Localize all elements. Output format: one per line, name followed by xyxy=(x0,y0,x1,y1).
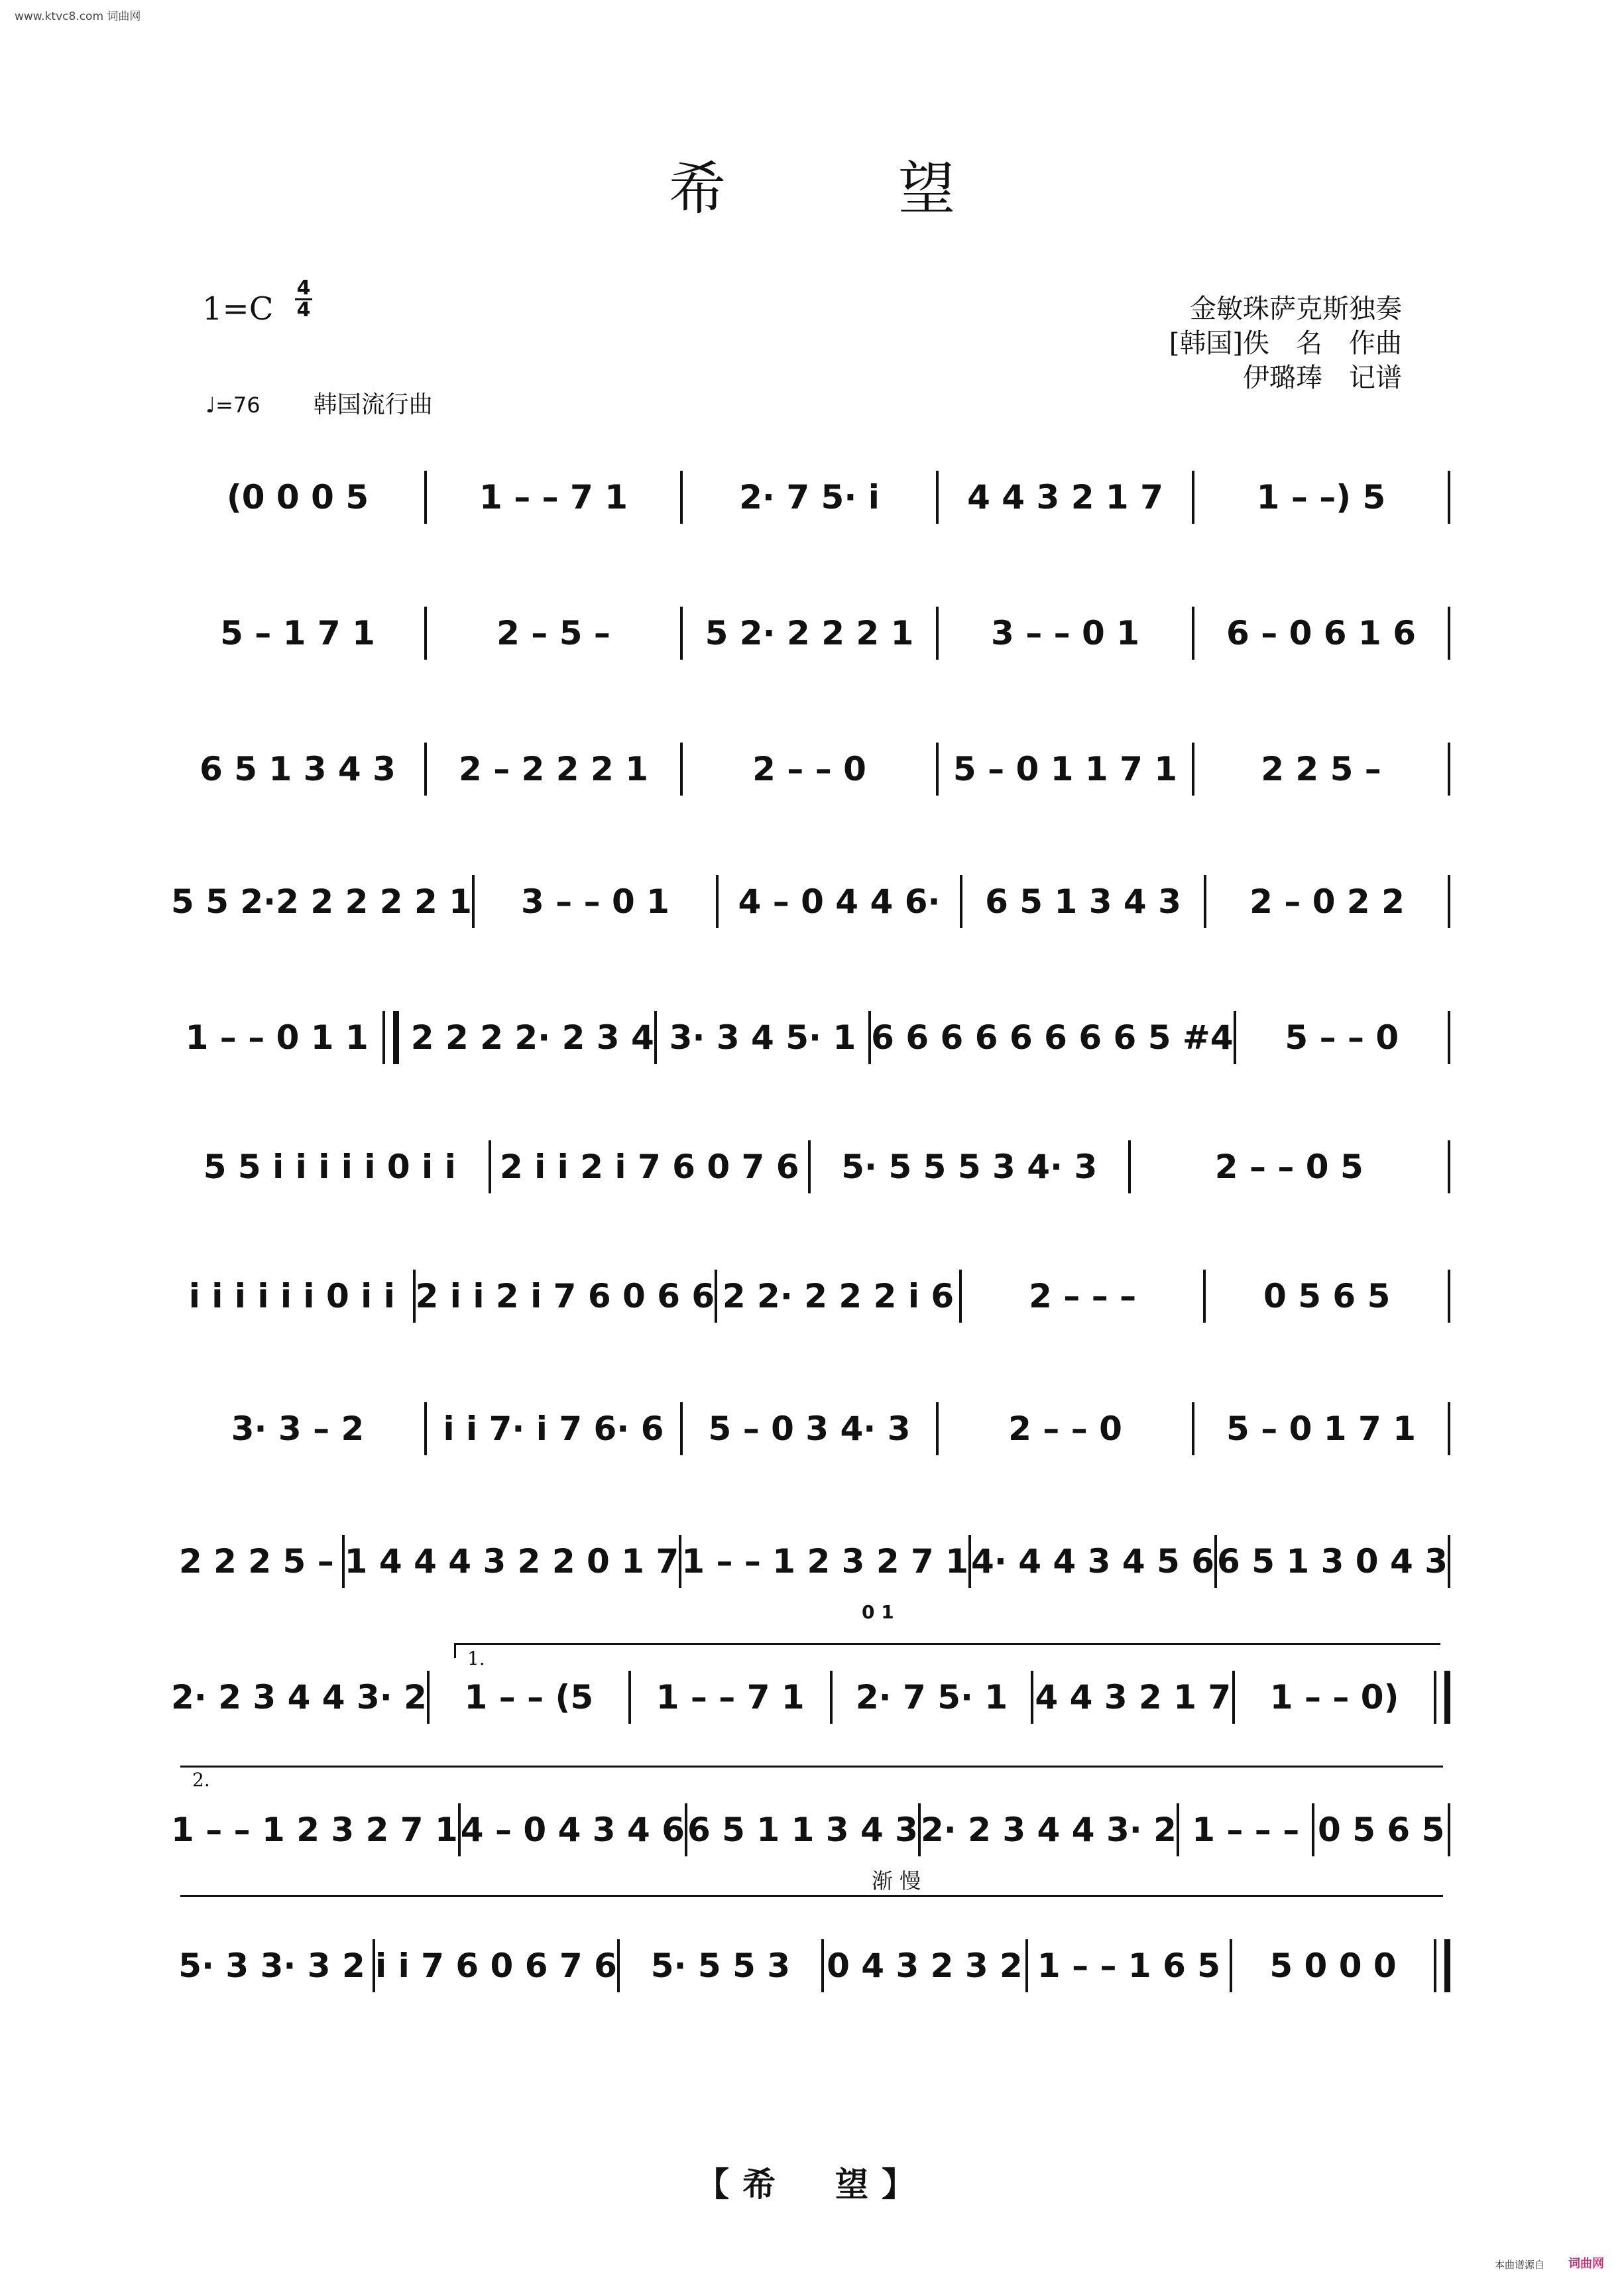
score-line-measures xyxy=(171,1270,1450,1323)
measure: 5· 5 5 3 xyxy=(650,1947,791,1985)
measure: 1 – – 7 1 xyxy=(656,1678,805,1716)
credit-transcriber: 伊璐琫 记谱 xyxy=(1243,363,1402,393)
score-line xyxy=(171,1657,1450,1730)
ending2-bracket xyxy=(180,1766,1443,1768)
measure: 2 – 5 – xyxy=(496,614,610,652)
score-line xyxy=(171,593,1450,666)
measure: 4 4 3 2 1 7 xyxy=(967,478,1163,516)
measure: (0 0 0 5 xyxy=(226,478,369,516)
measure: 6 5 1 1 3 4 3 xyxy=(687,1811,918,1849)
measure: 2· 7 5· i xyxy=(739,478,880,516)
measure: 2· 2 3 4 4 3· 2 xyxy=(920,1811,1177,1849)
measure: i i i i i i 0 i i xyxy=(188,1277,395,1315)
measure: 5 – 0 1 7 1 xyxy=(1226,1410,1416,1448)
score-line-measures xyxy=(171,875,1450,928)
measure: 4· 4 4 3 4 5 6 xyxy=(971,1542,1215,1581)
score-line xyxy=(171,998,1450,1071)
footer-title: 【希 望】 xyxy=(696,2165,928,2204)
measure: 1 – – 1 6 5 xyxy=(1037,1947,1221,1985)
measure: 1 – – 1 2 3 2 7 1 xyxy=(171,1811,458,1849)
measure: 1 – –) 5 xyxy=(1256,478,1386,516)
score-line-measures xyxy=(171,1402,1450,1455)
time-signature-bottom: 4 xyxy=(296,298,311,322)
measure: 1 4 4 4 3 2 2 0 1 7 xyxy=(344,1542,679,1581)
measure: 2 2 2 2· 2 3 4 xyxy=(399,1018,654,1057)
score-line xyxy=(171,1389,1450,1462)
measure: 1 – – 0) xyxy=(1269,1678,1399,1716)
measure: 5· 3 3· 3 2 xyxy=(178,1947,365,1985)
measure: 1 – – (5 xyxy=(464,1678,594,1716)
measure: i i 7· i 7 6· 6 xyxy=(443,1410,664,1448)
measure: 1 – – 7 1 xyxy=(479,478,628,516)
score-line xyxy=(171,1522,1450,1594)
measure: 5· 5 5 5 3 4· 3 xyxy=(841,1148,1098,1186)
barline xyxy=(1448,1803,1450,1856)
score-line xyxy=(171,1790,1450,1863)
measure: 5 5 2·2 2 2 2 2 1 xyxy=(171,882,472,921)
measure: 2 2 5 – xyxy=(1261,750,1381,788)
measure: 2· 2 3 4 4 3· 2 xyxy=(171,1678,427,1716)
measure: 2 – – 0 5 xyxy=(1214,1148,1363,1186)
measure: 2 2· 2 2 2 i 6 xyxy=(722,1277,955,1315)
measure: 6 5 1 3 4 3 xyxy=(985,882,1181,921)
measure: 6 5 1 3 4 3 xyxy=(200,750,396,788)
score-line-measures xyxy=(171,1140,1450,1193)
score-line-measures xyxy=(171,1671,1450,1724)
score-line xyxy=(171,1926,1450,1999)
measure: 3 – – 0 1 xyxy=(520,882,669,921)
measure: 2 – 0 2 2 xyxy=(1249,882,1405,921)
measure: 3 – – 0 1 xyxy=(991,614,1139,652)
ending2-label: 2. xyxy=(192,1769,210,1791)
barline xyxy=(1448,1011,1450,1064)
measure: 5 – – 0 xyxy=(1285,1018,1399,1057)
footer-source: 本曲谱源自 xyxy=(1494,2259,1544,2271)
barline xyxy=(1448,875,1450,928)
measure: 1 – – – xyxy=(1192,1811,1300,1849)
measure: 2 – – 0 xyxy=(752,750,866,788)
tempo-line xyxy=(205,386,433,420)
measure: 1 – – 0 1 1 xyxy=(185,1018,369,1057)
measure: 5 0 0 0 xyxy=(1269,1947,1397,1985)
barline xyxy=(1448,1140,1450,1193)
barline xyxy=(382,1011,399,1064)
credit-composer: [韩国]佚 名 作曲 xyxy=(1169,328,1402,359)
score-line-measures xyxy=(171,1939,1450,1992)
footer-logo: 词曲网 xyxy=(1568,2257,1604,2271)
measure: 2 – 2 2 2 1 xyxy=(459,750,648,788)
score-line-measures xyxy=(171,1803,1450,1856)
score-line-measures xyxy=(171,607,1450,660)
site-url: www.ktvc8.com 词曲网 xyxy=(15,10,141,23)
measure: 2 – – – xyxy=(1029,1277,1137,1315)
measure: 2· 7 5· 1 xyxy=(855,1678,1008,1716)
measure: 2 i i 2 i 7 6 0 6 6 xyxy=(415,1277,715,1315)
barline xyxy=(1434,1671,1450,1724)
measure: 5 2· 2 2 2 1 xyxy=(705,614,914,652)
ending1-label: 1. xyxy=(467,1648,485,1669)
tempo-mark: ♩=76 xyxy=(205,392,261,418)
measure: 3· 3 – 2 xyxy=(231,1410,365,1448)
measure: 6 6 6 6 6 6 6 6 5 #4 xyxy=(871,1018,1234,1057)
score-line xyxy=(171,729,1450,802)
measure: 2 – – 0 xyxy=(1008,1410,1122,1448)
credit-performer: 金敏珠萨克斯独奏 xyxy=(1190,294,1402,324)
credits xyxy=(1169,292,1402,395)
key-signature: 1=C xyxy=(202,290,274,328)
time-signature-top: 4 xyxy=(295,278,312,300)
measure: 4 – 0 4 4 6· xyxy=(738,882,941,921)
last-line-bracket xyxy=(180,1895,1443,1897)
measure: 5 5 i i i i i 0 i i xyxy=(203,1148,456,1186)
measure: 6 5 1 3 0 4 3 xyxy=(1217,1542,1448,1581)
measure: 4 4 3 2 1 7 xyxy=(1035,1678,1232,1716)
rit-marking: 渐 慢 xyxy=(872,1868,921,1893)
score-line-measures xyxy=(171,1011,1450,1064)
measure: 6 – 0 6 1 6 xyxy=(1226,614,1416,652)
score-line xyxy=(171,457,1450,530)
measure: 5 – 1 7 1 xyxy=(220,614,375,652)
measure: 0 4 3 2 3 2 xyxy=(827,1947,1023,1985)
barline xyxy=(1448,607,1450,660)
measure: 3· 3 4 5· 1 xyxy=(669,1018,856,1057)
measure: 2 2 2 5 – xyxy=(178,1542,334,1581)
barline xyxy=(1448,471,1450,524)
measure: 5 – 0 1 1 7 1 xyxy=(953,750,1178,788)
score-line-measures xyxy=(171,743,1450,796)
measure: 5 – 0 3 4· 3 xyxy=(708,1410,911,1448)
song-title: 希望 xyxy=(669,156,1128,222)
barline xyxy=(1448,1535,1450,1588)
measure: 4 – 0 4 3 4 6 xyxy=(460,1811,685,1849)
score-line xyxy=(171,1127,1450,1200)
barline xyxy=(1434,1939,1450,1992)
time-signature xyxy=(295,278,312,320)
score-line-measures xyxy=(171,471,1450,524)
score-line xyxy=(171,1256,1450,1329)
measure: 0 5 6 5 xyxy=(1318,1811,1445,1849)
alt-notes: 0 1 xyxy=(862,1601,894,1623)
measure: 1 – – 1 2 3 2 7 1 xyxy=(681,1542,969,1581)
score-line xyxy=(171,862,1450,935)
measure: 2 i i 2 i 7 6 0 7 6 xyxy=(499,1148,799,1186)
barline xyxy=(1448,1402,1450,1455)
ending1-bracket xyxy=(454,1643,1440,1658)
measure: i i 7 6 0 6 7 6 xyxy=(375,1947,617,1985)
score-line-measures xyxy=(171,1535,1450,1588)
measure: 0 5 6 5 xyxy=(1263,1277,1391,1315)
genre: 韩国流行曲 xyxy=(313,391,433,418)
barline xyxy=(1448,743,1450,796)
barline xyxy=(1448,1270,1450,1323)
